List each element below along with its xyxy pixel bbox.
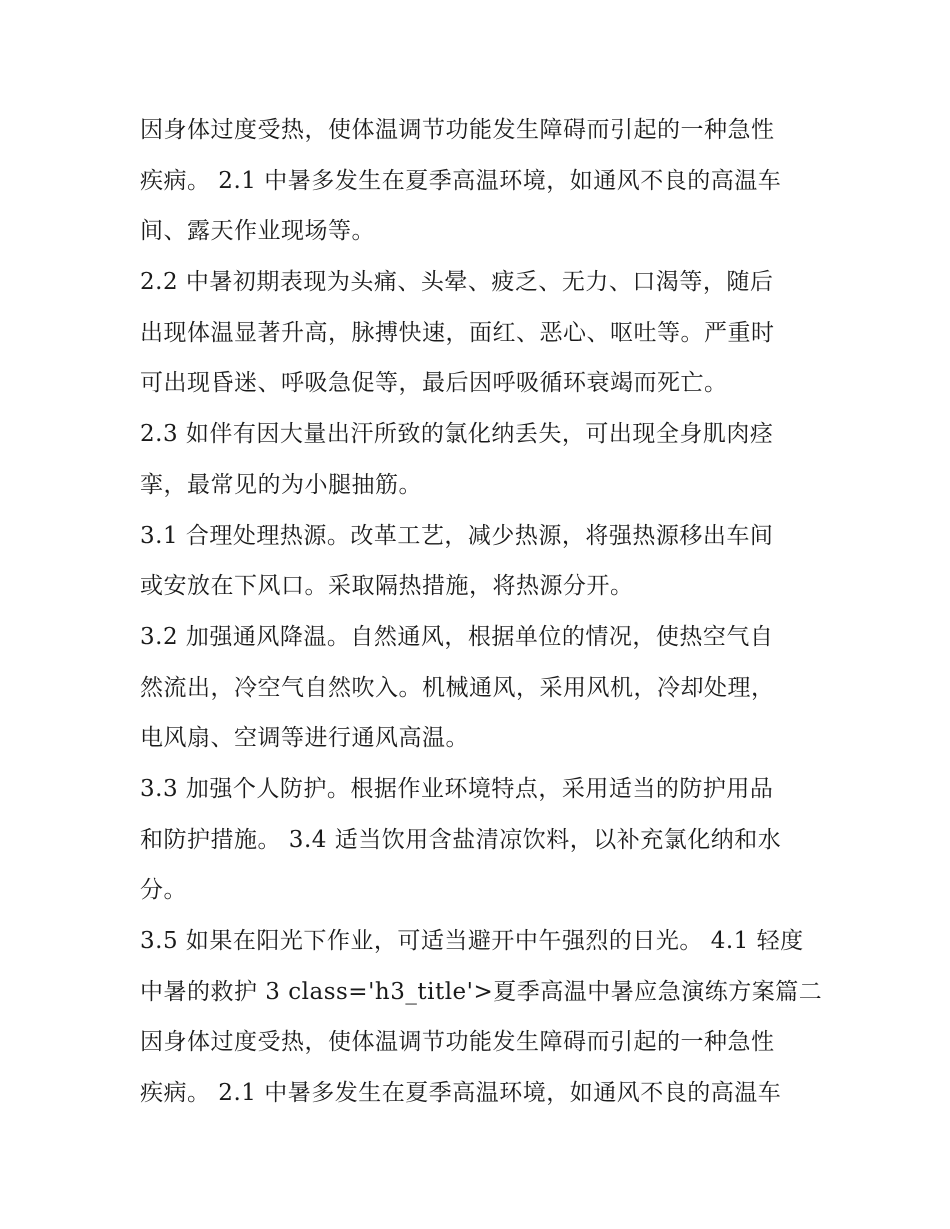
- paragraph: [140, 409, 820, 510]
- text-line: 2.3 如伴有因大量出汗所致的氯化纳丢失，可出现全身肌肉痉: [140, 421, 774, 448]
- paragraph: [140, 916, 823, 1119]
- text-line: 因身体过度受热，使体温调节功能发生障碍而引起的一种急性: [140, 1029, 775, 1056]
- text-line: 电风扇、空调等进行通风高温。: [140, 725, 469, 752]
- paragraph: [140, 511, 820, 612]
- text-line: 疾病。 2.1 中暑多发生在夏季高温环境，如通风不良的高温车: [140, 1080, 782, 1107]
- text-line: 出现体温显著升高，脉搏快速，面红、恶心、呕吐等。严重时: [140, 319, 775, 346]
- text-line: 3.1 合理处理热源。改革工艺，减少热源，将强热源移出车间: [140, 522, 774, 549]
- text-line: 和防护措施。 3.4 适当饮用含盐清凉饮料，以补充氯化纳和水: [140, 826, 782, 853]
- text-line: 可出现昏迷、呼吸急促等，最后因呼吸循环衰竭而死亡。: [140, 370, 728, 397]
- paragraph: [140, 612, 820, 764]
- text-line: 中暑的救护 3 class='h3_title'>夏季高温中暑应急演练方案篇二: [140, 978, 823, 1005]
- document-body: [140, 105, 823, 1119]
- text-line: 因身体过度受热，使体温调节功能发生障碍而引起的一种急性: [140, 117, 775, 143]
- text-line: 间、露天作业现场等。: [140, 218, 375, 245]
- text-line: 挛，最常见的为小腿抽筋。: [140, 471, 422, 498]
- paragraph: [140, 257, 820, 409]
- text-line: 3.5 如果在阳光下作业，可适当避开中午强烈的日光。 4.1 轻度: [140, 928, 804, 954]
- text-line: 2.2 中暑初期表现为头痛、头晕、疲乏、无力、口渴等，随后: [140, 269, 774, 296]
- text-line: 或安放在下风口。采取隔热措施，将热源分开。: [140, 573, 634, 600]
- text-line: 3.2 加强通风降温。自然通风，根据单位的情况，使热空气自: [140, 623, 774, 650]
- text-line: 疾病。 2.1 中暑多发生在夏季高温环境，如通风不良的高温车: [140, 167, 782, 194]
- paragraph: [140, 105, 820, 257]
- text-line: 3.3 加强个人防护。根据作业环境特点，采用适当的防护用品: [140, 775, 774, 802]
- text-line: 分。: [140, 877, 187, 904]
- paragraph: [140, 764, 820, 916]
- text-line: 然流出，冷空气自然吹入。机械通风，采用风机，冷却处理，: [140, 674, 775, 701]
